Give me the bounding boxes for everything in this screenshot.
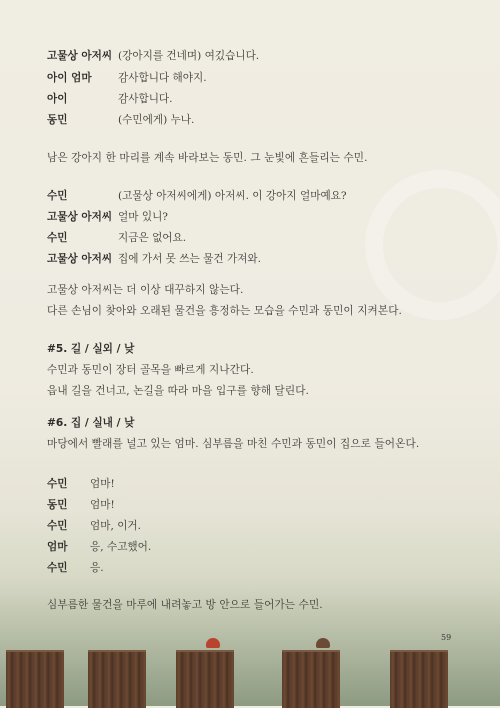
dialogue-line: (고물상 아저씨에게) 아저씨. 이 강아지 얼마예요? bbox=[118, 190, 347, 202]
dialogue-line: (강아지를 건네며) 여깄습니다. bbox=[118, 50, 260, 62]
fence-post bbox=[176, 650, 234, 708]
dialogue-line: 감사합니다 해야지. bbox=[118, 72, 207, 84]
scene-heading: #5. 길 / 실외 / 낮 bbox=[47, 343, 135, 355]
scene-heading: #6. 집 / 실내 / 낮 bbox=[47, 417, 135, 429]
speaker-name: 고물상 아저씨 bbox=[47, 211, 113, 223]
fence-post bbox=[282, 650, 340, 708]
fence-post bbox=[6, 650, 64, 708]
speaker-name: 동민 bbox=[47, 499, 68, 511]
speaker-name: 동민 bbox=[47, 114, 68, 126]
scene-description: 읍내 길을 건너고, 논길을 따라 마을 입구를 향해 달린다. bbox=[47, 385, 310, 397]
dialogue-line: (수민에게) 누나. bbox=[118, 114, 195, 126]
scene-description: 수민과 동민이 장터 골목을 빠르게 지나간다. bbox=[47, 364, 254, 376]
speaker-name: 수민 bbox=[47, 232, 68, 244]
scene-description: 마당에서 빨래를 널고 있는 엄마. 심부름을 마친 수민과 동민이 집으로 들어온다. bbox=[47, 438, 420, 450]
dialogue-line: 응. bbox=[90, 562, 104, 574]
fence-illustration bbox=[0, 646, 500, 706]
dialogue-line: 응, 수고했어. bbox=[90, 541, 152, 553]
speaker-name: 수민 bbox=[47, 478, 68, 490]
dialogue-line: 얼마 있니? bbox=[118, 211, 168, 223]
dialogue-line: 엄마! bbox=[90, 499, 115, 511]
speaker-name: 수민 bbox=[47, 520, 68, 532]
dialogue-line: 엄마, 이거. bbox=[90, 520, 142, 532]
speaker-name: 수민 bbox=[47, 190, 68, 202]
speaker-name: 아이 bbox=[47, 93, 68, 105]
narration: 심부름한 물건을 마루에 내려놓고 방 안으로 들어가는 수민. bbox=[47, 599, 323, 611]
speaker-name: 고물상 아저씨 bbox=[47, 253, 113, 265]
dialogue-line: 엄마! bbox=[90, 478, 115, 490]
narration: 고물상 아저씨는 더 이상 대꾸하지 않는다. bbox=[47, 284, 244, 296]
fence-post bbox=[390, 650, 448, 708]
dialogue-line: 지금은 없어요. bbox=[118, 232, 187, 244]
narration: 남은 강아지 한 마리를 계속 바라보는 동민. 그 눈빛에 흔들리는 수민. bbox=[47, 152, 368, 164]
dialogue-line: 감사합니다. bbox=[118, 93, 173, 105]
dialogue-line: 집에 가서 못 쓰는 물건 가져와. bbox=[118, 253, 262, 265]
speaker-name: 아이 엄마 bbox=[47, 72, 92, 84]
speaker-name: 수민 bbox=[47, 562, 68, 574]
speaker-name: 고물상 아저씨 bbox=[47, 50, 113, 62]
brown-animal-illustration bbox=[316, 638, 330, 648]
page-number: 59 bbox=[441, 633, 452, 642]
narration: 다른 손님이 찾아와 오래된 물건을 흥정하는 모습을 수민과 동민이 지켜본다. bbox=[47, 305, 403, 317]
speaker-name: 엄마 bbox=[47, 541, 68, 553]
fence-post bbox=[88, 650, 146, 708]
red-bird-illustration bbox=[206, 638, 220, 648]
